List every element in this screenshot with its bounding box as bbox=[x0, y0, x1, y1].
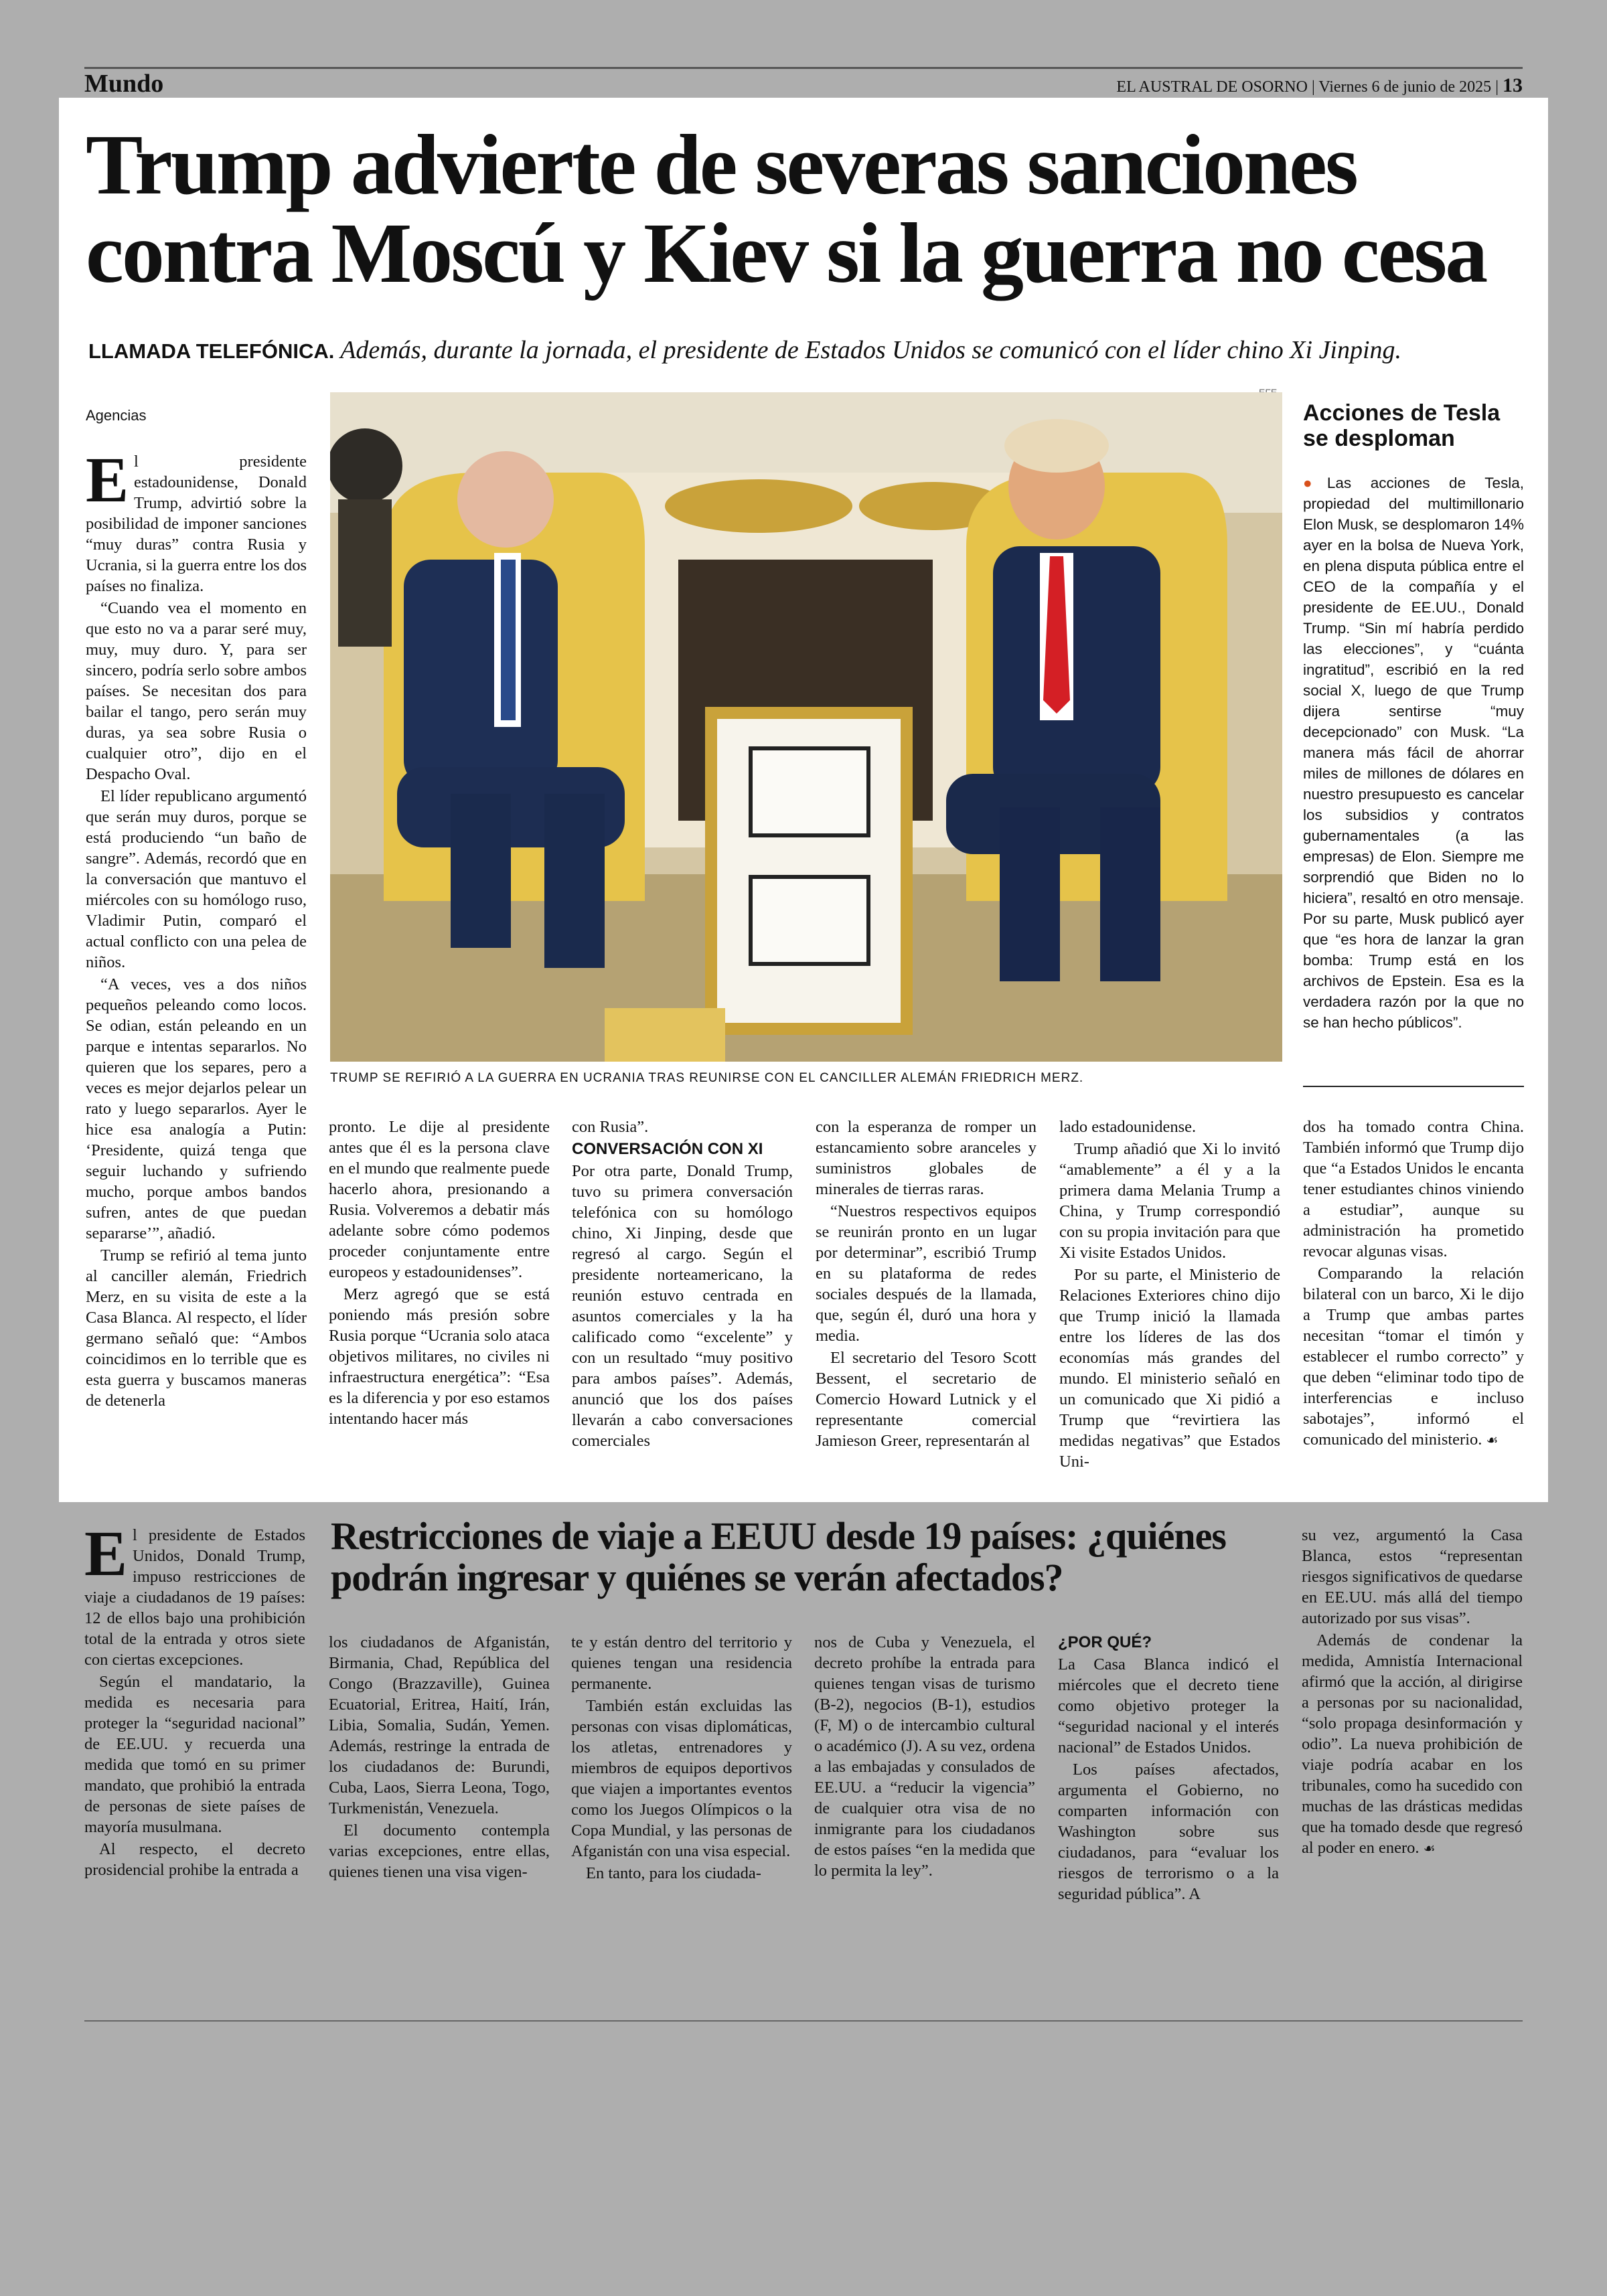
subhead: CONVERSACIÓN CON XI bbox=[572, 1140, 763, 1158]
paragraph: Comparando la relación bilateral con un barco, Xi le dijo a Trump que ambas partes necesitan “tomar el timón y establecer el rumbo correcto” y que deben “eliminar todo tipo de interferencias e incluso sabotajes”, informó el comunicado del ministerio. bbox=[1303, 1264, 1524, 1449]
paragraph: En tanto, para los ciudada- bbox=[586, 1864, 761, 1882]
drop-cap: E bbox=[86, 444, 129, 515]
article-column-1 bbox=[86, 444, 307, 1412]
photo-caption: TRUMP SE REFIRIÓ A LA GUERRA EN UCRANIA TRAS REUNIRSE CON EL CANCILLER ALEMÁN FRIEDRICH MERZ. bbox=[330, 1071, 1084, 1085]
paragraph: El documento contempla varias excepciones, entre ellas, quienes tienen una visa vigen- bbox=[329, 1821, 550, 1881]
byline: Agencias bbox=[86, 407, 147, 424]
paragraph: l presidente estadounidense, Donald Trump, advirtió sobre la posibilidad de imponer sanciones “muy duras” contra Rusia y Ucrania, si la guerra entre los dos países no finaliza. bbox=[86, 453, 307, 595]
paragraph: su vez, argumentó la Casa Blanca, estos “representan riesgos significativos de quedarse en EE.UU. más allá del tiempo autorizado por sus visas”. bbox=[1302, 1526, 1523, 1627]
paragraph: Trump añadió que Xi lo invitó “amablemente” a él y a la primera dama Melania Trump a China, y Trump correspondió con su propia invitación para que Xi visite Estados Unidos. bbox=[1059, 1140, 1280, 1262]
paragraph: con Rusia”. bbox=[572, 1118, 649, 1136]
end-mark-icon: ☙ bbox=[1486, 1432, 1499, 1448]
paragraph: También están excluidas las personas con visas diplomáticas, los atletas, entrenadores y miembros de equipos deportivos que viajen a importantes eventos como los Juegos Olímpicos o la Copa Mundial, y las personas de Afganistán con una visa especial. bbox=[571, 1697, 792, 1860]
deck-text: Además, durante la jornada, el presidente de Estados Unidos se comunicó con el líder chino Xi Jinping. bbox=[340, 336, 1402, 364]
paragraph: Trump se refirió al tema junto al canciller alemán, Friedrich Merz, en su visita de este a la Casa Blanca. Al respecto, el líder germano señaló que: “Ambos coincidimos en lo terrible que es esta guerra y buscamos maneras de detenerla bbox=[86, 1246, 307, 1410]
paragraph: l presidente de Estados Unidos, Donald Trump, impuso restricciones de viaje a ciudadanos de 19 países: 12 de ellos bajo una prohibición total de la entrada y otros siete con ciertas excepciones. bbox=[84, 1526, 305, 1669]
second-headline: Restricciones de viaje a EEUU desde 19 países: ¿quiénes podrán ingresar y quiénes se verán afectados? bbox=[331, 1514, 1226, 1599]
main-article bbox=[59, 98, 1548, 1502]
paragraph: El líder republicano argumentó que serán muy duros, porque se está produciendo “un baño de sangre”. Además, recordó que en la conversación que mantuvo el miércoles con su homólogo ruso, Vladimir Putin, comparó el actual conflicto con una pelea de niños. bbox=[86, 787, 307, 971]
second-article-column-5 bbox=[1058, 1632, 1279, 1906]
paragraph: Merz agregó que se está poniendo más presión sobre Rusia porque “Ucrania solo ataca objetivos militares, no civiles ni infraestructura energética”: “Esa es la diferencia y por eso estamos intentando hacer más bbox=[329, 1285, 550, 1428]
footer-rule bbox=[84, 2020, 1523, 2022]
paragraph: Los países afectados, argumenta el Gobierno, no comparten información con Washington sobre sus ciudadanos, para “evaluar los riesgos de terrorismo o a la seguridad pública”. A bbox=[1058, 1760, 1279, 1903]
publication-line: EL AUSTRAL DE OSORNO | Viernes 6 de junio de 2025 | 13 bbox=[1116, 74, 1523, 96]
paragraph: “A veces, ves a dos niños pequeños peleando como locos. Se odian, están peleando en un parque e intentas separarlos. No quieren que los separes, pero a veces es mejor dejarlos pelear un rato y luego separarlos. Ayer le hice esa analogía a Putin: ‘Presidente, quizá tenga que seguir luchando y sufriendo mucho, porque ambos bandos sufren, antes de que puedan separarse’”, añadió. bbox=[86, 975, 307, 1242]
sidebar-text: Las acciones de Tesla, propiedad del multimillonario Elon Musk, se desplomaron 14% ayer en la bolsa de Nueva York, en plena disputa pública entre el CEO de la compañía y el presidente de EE.UU., Donald Trump. “Sin mí habría perdido las elecciones”, y “cuánta ingratitud”, escribió en la red social X, luego de que Trump dijera sentirse “muy decepcionado” con Musk. “La manera más fácil de ahorrar miles de millones de dólares en nuestro presupuesto es cancelar los subsidios y contratos gubernamentales (a las empresas) de Elon. Siempre me sorprendió que Biden no lo hiciera”, resaltó en otro mensaje. Por su parte, Musk publicó ayer que “es hora de lanzar la gran bomba: Trump está en los archivos de Epstein. Esa es la verdadera razón por la que no se han hecho públicos”. bbox=[1303, 475, 1524, 1031]
publication-name: EL AUSTRAL DE OSORNO bbox=[1116, 78, 1308, 96]
section-label: Mundo bbox=[84, 70, 164, 98]
paragraph: Por otra parte, Donald Trump, tuvo su primera conversación telefónica con su homólogo chino, Xi Jinping, desde que regresó al cargo. Según el presidente norteamericano, la reunión estuvo centrada en asuntos comerciales y la ha calificado como “excelente” y con un resultado “muy positivo para ambos países”. Además, anunció que los dos países llevarán a cabo conversaciones comerciales bbox=[572, 1162, 793, 1450]
paragraph: pronto. Le dije al presidente antes que él es la persona clave en el mundo que realmente puede hacerlo ahora, presionando a Rusia. Volveremos a debatir más adelante sobre cómo podemos proceder conjuntamente entre europeos y estadounidenses”. bbox=[329, 1118, 550, 1281]
sidebar-divider bbox=[1303, 1086, 1524, 1087]
second-article-column-6 bbox=[1302, 1525, 1523, 1860]
paragraph: lado estadounidense. bbox=[1059, 1118, 1197, 1136]
headline-line-1: Trump advierte de severas sanciones bbox=[86, 117, 1357, 212]
paragraph: “Cuando vea el momento en que esto no va a parar seré muy, muy, muy duro. Y, para ser sincero, podría serlo sobre ambos países. Se necesitan dos para bailar el tango, pero serán muy duras, ya sea sobre Rusia o cualquier otro”, dijo en el Despacho Oval. bbox=[86, 599, 307, 783]
second-article-column-4 bbox=[814, 1632, 1035, 1882]
paragraph: los ciudadanos de Afganistán, Birmania, Chad, República del Congo (Brazzaville), Guinea Ecuatorial, Eritrea, Haití, Irán, Libia, Somalia, Sudán, Yemen. Además, restringe la entrada de los ciudadanos de: Burundi, Cuba, Laos, Sierra Leona, Togo, Turkmenistán, Venezuela. bbox=[329, 1633, 550, 1817]
drop-cap: E bbox=[84, 1518, 128, 1589]
article-column-5 bbox=[1059, 1117, 1280, 1473]
sidebar-title: Acciones de Tesla se desploman bbox=[1303, 400, 1501, 451]
paragraph: Al respecto, el decreto prosidencial prohibe la entrada a bbox=[84, 1840, 305, 1879]
article-column-4 bbox=[816, 1117, 1037, 1453]
page-header bbox=[84, 67, 1523, 100]
second-article-column-1 bbox=[84, 1518, 305, 1882]
paragraph: La Casa Blanca indicó el miércoles que el decreto tiene como objetivo proteger la “seguridad nacional y el interés nacional” de Estados Unidos. bbox=[1058, 1655, 1279, 1756]
page-number: 13 bbox=[1503, 74, 1523, 96]
paragraph: te y están dentro del territorio y quienes tengan una residencia permanente. bbox=[571, 1633, 792, 1693]
sidebar-body bbox=[1303, 473, 1524, 1033]
article-column-2 bbox=[329, 1117, 550, 1430]
second-article-column-3 bbox=[571, 1632, 792, 1885]
paragraph: Por su parte, el Ministerio de Relaciones Exteriores chino dijo que Trump inició la llamada entre los líderes de las dos economías más grandes del mundo. El ministerio señaló en un comunicado que Xi pidió a Trump que “revirtiera las medidas negativas” que Estados Uni- bbox=[1059, 1266, 1280, 1471]
end-mark-icon: ☙ bbox=[1423, 1840, 1436, 1856]
news-photo bbox=[330, 392, 1282, 1062]
second-article-column-2 bbox=[329, 1632, 550, 1884]
paragraph: nos de Cuba y Venezuela, el decreto prohíbe la entrada para quienes tengan visas de turismo (B-2), negocios (B-1), estudios (F, M) o de intercambio cultural o académico (J). A su vez, ordena a las embajadas y consulados de EE.UU. a “reducir la vigencia” de cualquier otra visa de no inmigrante para los ciudadanos de estos países “en la medida que lo permita la ley”. bbox=[814, 1633, 1035, 1880]
publication-date: Viernes 6 de junio de 2025 bbox=[1318, 78, 1492, 96]
deck bbox=[88, 335, 1535, 365]
paragraph: con la esperanza de romper un estancamiento sobre aranceles y suministros globales de minerales de tierras raras. bbox=[816, 1118, 1037, 1198]
subhead: ¿POR QUÉ? bbox=[1058, 1633, 1152, 1651]
bullet-icon: ● bbox=[1303, 475, 1327, 491]
headline bbox=[86, 117, 1532, 301]
paragraph: “Nuestros respectivos equipos se reunirán pronto en un lugar por determinar”, escribió Trump en su plataforma de redes sociales después de la llamada, que, según él, duró una hora y media. bbox=[816, 1202, 1037, 1345]
paragraph: Según el mandatario, la medida es necesaria para proteger la “seguridad nacional” de EE.UU. y recuerda una medida que tomó en su primer mandato, que prohibió la entrada de personas de siete países de mayoría musulmana. bbox=[84, 1673, 305, 1836]
kicker: LLAMADA TELEFÓNICA. bbox=[88, 339, 335, 363]
paragraph: El secretario del Tesoro Scott Bessent, el secretario de Comercio Howard Lutnick y el representante comercial Jamieson Greer, representarán al bbox=[816, 1349, 1037, 1450]
article-column-3 bbox=[572, 1117, 793, 1453]
paragraph: Además de condenar la medida, Amnistía Internacional afirmó que la acción, al dirigirse a personas por su nacionalidad, “solo propaga desinformación y odio”. La nueva prohibición de viaje podría acabar en los tribunales, como ha sucedido con muchas de las drásticas medidas que ha tomado desde que regresó al poder en enero. bbox=[1302, 1631, 1523, 1857]
oval-office-photo bbox=[330, 392, 1282, 1062]
article-column-6 bbox=[1303, 1117, 1524, 1452]
paragraph: dos ha tomado contra China. También informó que Trump dijo que “a Estados Unidos le encanta tener estudiantes chinos viniendo a estudiar”, aunque su administración ha prometido revocar algunas visas. bbox=[1303, 1118, 1524, 1260]
headline-line-2: contra Moscú y Kiev si la guerra no cesa bbox=[86, 206, 1486, 301]
